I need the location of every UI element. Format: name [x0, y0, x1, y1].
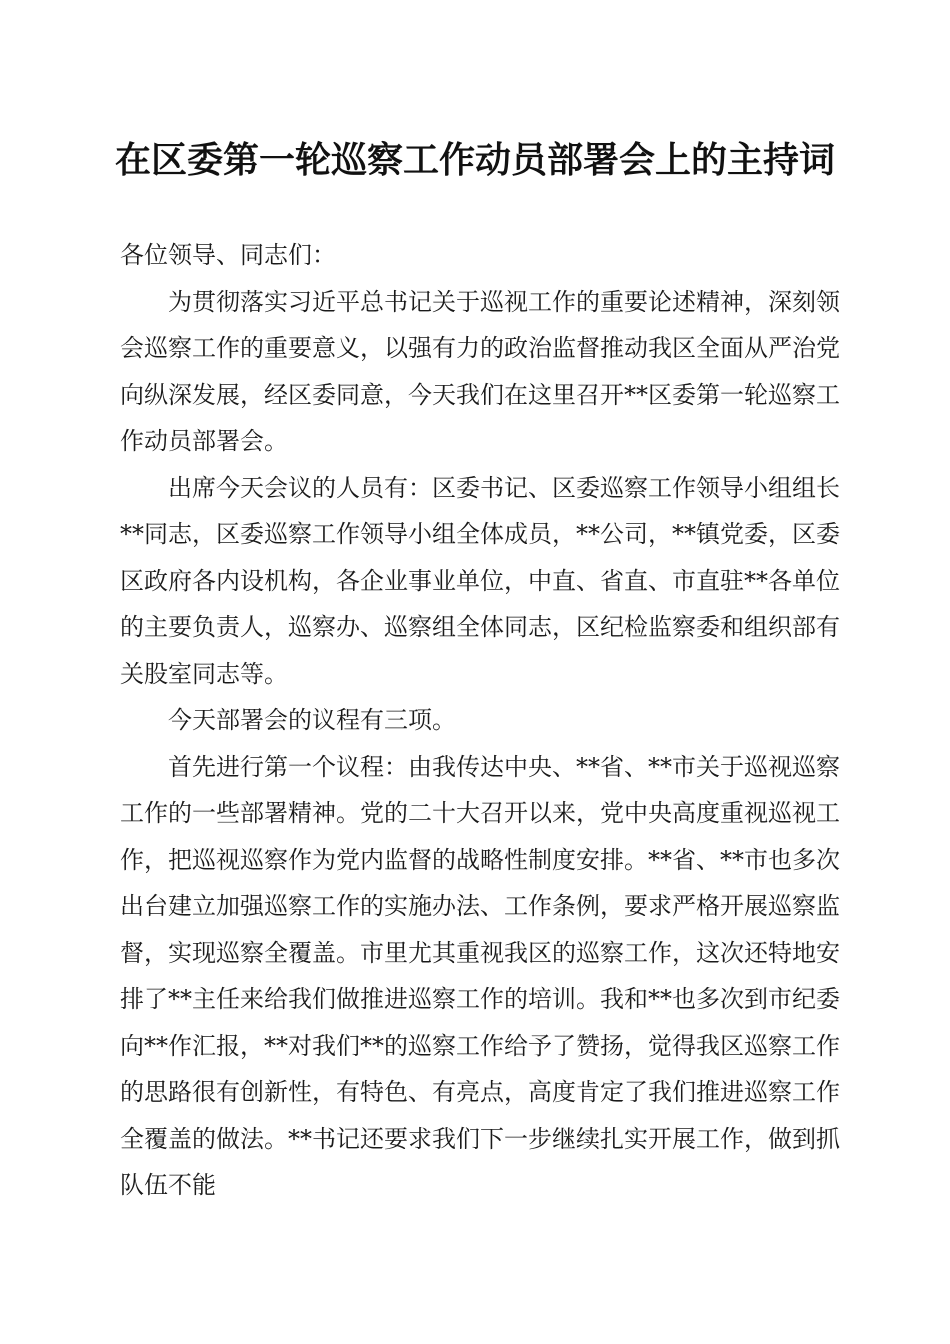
paragraph-2: 出席今天会议的人员有：区委书记、区委巡察工作领导小组组长**同志，区委巡察工作领导小组全体成员，**公司，**镇党委，区委区政府各内设机构，各企业事业单位，中直、省直、市直驻**各单位的主要负责人，巡察办、巡察组全体同志，区纪检监察委和组织部有关股室同志等。 [120, 473, 840, 688]
paragraph-4: 首先进行第一个议程：由我传达中央、**省、**市关于巡视巡察工作的一些部署精神。党的二十大召开以来，党中央高度重视巡视工作，把巡视巡察作为党内监督的战略性制度安排。**省、**市也多次出台建立加强巡察工作的实施办法、工作条例，要求严格开展巡察监督，实现巡察全覆盖。市里尤其重视我区的巡察工作，这次还特地安排了**主任来给我们做推进巡察工作的培训。我和**也多次到市纪委向**作汇报，**对我们**的巡察工作给予了赞扬，觉得我区巡察工作的思路很有创新性，有特色、有亮点，高度肯定了我们推进巡察工作全覆盖的做法。**书记还要求我们下一步继续扎实开展工作，做到抓队伍不能 [120, 752, 840, 1199]
salutation: 各位领导、同志们： [120, 241, 336, 269]
paragraph-3: 今天部署会的议程有三项。 [168, 706, 456, 734]
document-body [120, 232, 840, 1209]
paragraph-1: 为贯彻落实习近平总书记关于巡视工作的重要论述精神，深刻领会巡察工作的重要意义，以强有力的政治监督推动我区全面从严治党向纵深发展，经区委同意，今天我们在这里召开**区委第一轮巡察工作动员部署会。 [120, 287, 840, 455]
document-title: 在区委第一轮巡察工作动员部署会上的主持词 [114, 139, 835, 181]
